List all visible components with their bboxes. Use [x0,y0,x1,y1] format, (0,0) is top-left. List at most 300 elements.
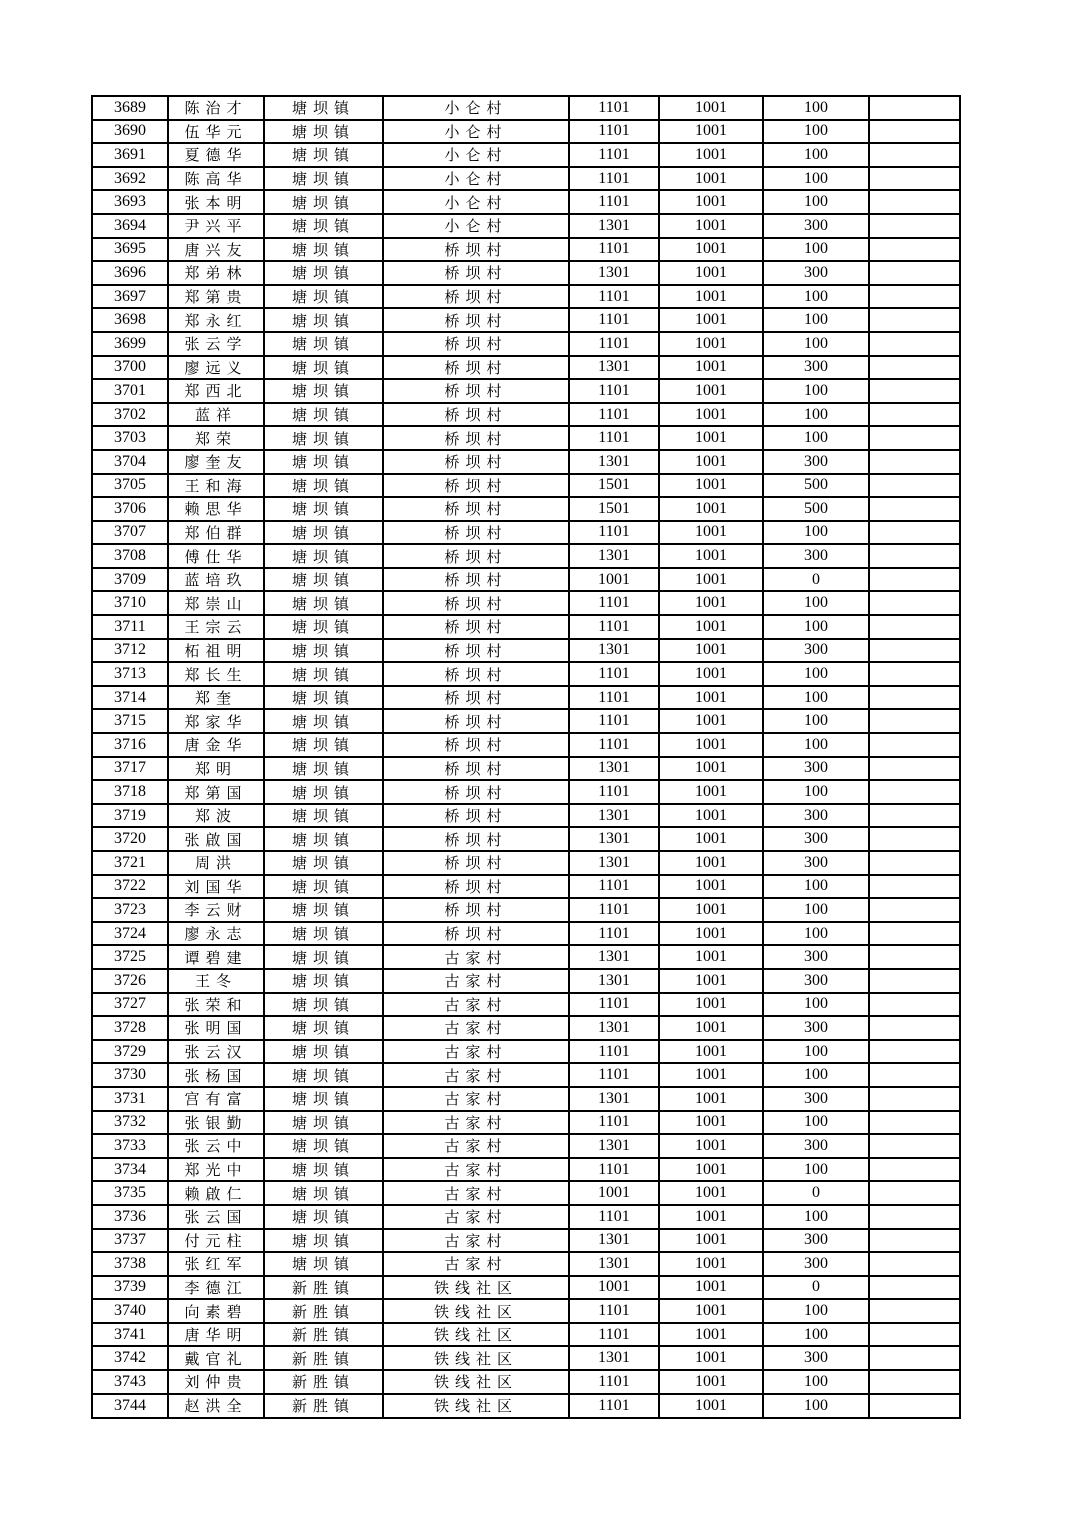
table-row [92,1323,960,1347]
cell-blank [869,1181,960,1205]
cell-amount-b: 1001 [659,591,763,615]
cell-township: 塘坝镇 [264,827,383,851]
cell-serial-number: 3695 [92,238,168,262]
cell-village: 铁线社区 [383,1276,569,1300]
cell-name: 张荣和 [168,993,264,1017]
cell-amount-b: 1001 [659,356,763,380]
cell-township: 塘坝镇 [264,96,383,120]
cell-township: 塘坝镇 [264,875,383,899]
cell-blank [869,1394,960,1418]
cell-name: 周洪 [168,851,264,875]
cell-village: 桥坝村 [383,591,569,615]
cell-serial-number: 3704 [92,450,168,474]
cell-name: 付元柱 [168,1229,264,1253]
cell-amount-c: 100 [763,521,869,545]
cell-amount-b: 1001 [659,143,763,167]
cell-village: 桥坝村 [383,544,569,568]
table-row [92,804,960,828]
cell-name: 张红军 [168,1252,264,1276]
cell-village: 小仑村 [383,167,569,191]
cell-blank [869,1252,960,1276]
cell-amount-a: 1001 [569,568,659,592]
cell-village: 桥坝村 [383,379,569,403]
cell-amount-b: 1001 [659,1394,763,1418]
cell-serial-number: 3739 [92,1276,168,1300]
cell-blank [869,1346,960,1370]
table-row [92,214,960,238]
cell-amount-b: 1001 [659,1276,763,1300]
cell-township: 塘坝镇 [264,639,383,663]
cell-serial-number: 3721 [92,851,168,875]
cell-serial-number: 3720 [92,827,168,851]
cell-amount-c: 300 [763,356,869,380]
cell-amount-c: 100 [763,875,869,899]
cell-name: 廖奎友 [168,450,264,474]
cell-village: 桥坝村 [383,686,569,710]
cell-name: 夏德华 [168,143,264,167]
table-row [92,780,960,804]
cell-blank [869,497,960,521]
cell-village: 桥坝村 [383,285,569,309]
cell-amount-b: 1001 [659,1181,763,1205]
cell-amount-b: 1001 [659,1252,763,1276]
cell-township: 塘坝镇 [264,356,383,380]
cell-serial-number: 3711 [92,615,168,639]
cell-amount-b: 1001 [659,662,763,686]
cell-amount-c: 300 [763,450,869,474]
cell-amount-a: 1301 [569,1134,659,1158]
cell-village: 铁线社区 [383,1370,569,1394]
cell-township: 塘坝镇 [264,120,383,144]
cell-amount-c: 100 [763,615,869,639]
cell-serial-number: 3744 [92,1394,168,1418]
cell-amount-c: 100 [763,1299,869,1323]
cell-village: 古家村 [383,945,569,969]
cell-amount-b: 1001 [659,709,763,733]
cell-amount-a: 1101 [569,403,659,427]
cell-amount-b: 1001 [659,521,763,545]
cell-amount-b: 1001 [659,261,763,285]
cell-amount-b: 1001 [659,780,763,804]
cell-village: 古家村 [383,1063,569,1087]
cell-blank [869,969,960,993]
cell-township: 塘坝镇 [264,167,383,191]
cell-village: 铁线社区 [383,1323,569,1347]
cell-blank [869,261,960,285]
cell-name: 伍华元 [168,120,264,144]
cell-name: 陈治才 [168,96,264,120]
cell-name: 王冬 [168,969,264,993]
cell-name: 郑弟林 [168,261,264,285]
cell-township: 塘坝镇 [264,898,383,922]
cell-village: 桥坝村 [383,308,569,332]
cell-amount-a: 1301 [569,827,659,851]
cell-amount-b: 1001 [659,1040,763,1064]
roster-table-body [92,96,960,1418]
cell-amount-c: 300 [763,757,869,781]
cell-name: 张银勤 [168,1111,264,1135]
cell-amount-c: 300 [763,804,869,828]
cell-township: 塘坝镇 [264,662,383,686]
cell-amount-a: 1101 [569,875,659,899]
cell-serial-number: 3689 [92,96,168,120]
cell-amount-b: 1001 [659,733,763,757]
roster-table [91,95,961,1419]
cell-village: 桥坝村 [383,757,569,781]
cell-amount-b: 1001 [659,1016,763,1040]
cell-amount-a: 1301 [569,851,659,875]
cell-township: 塘坝镇 [264,591,383,615]
cell-blank [869,308,960,332]
cell-blank [869,474,960,498]
cell-amount-b: 1001 [659,639,763,663]
cell-amount-c: 100 [763,143,869,167]
cell-name: 张明国 [168,1016,264,1040]
cell-amount-c: 100 [763,96,869,120]
table-row [92,757,960,781]
cell-amount-c: 500 [763,474,869,498]
cell-township: 新胜镇 [264,1276,383,1300]
cell-township: 塘坝镇 [264,568,383,592]
cell-blank [869,214,960,238]
cell-name: 赖啟仁 [168,1181,264,1205]
cell-village: 铁线社区 [383,1299,569,1323]
cell-amount-c: 100 [763,1063,869,1087]
cell-amount-c: 100 [763,332,869,356]
table-row [92,167,960,191]
cell-blank [869,1276,960,1300]
cell-township: 塘坝镇 [264,190,383,214]
cell-township: 塘坝镇 [264,474,383,498]
cell-amount-c: 100 [763,403,869,427]
cell-township: 新胜镇 [264,1394,383,1418]
cell-village: 小仑村 [383,96,569,120]
cell-amount-c: 500 [763,497,869,521]
table-row [92,686,960,710]
cell-amount-c: 300 [763,261,869,285]
cell-blank [869,1087,960,1111]
cell-amount-a: 1301 [569,261,659,285]
table-row [92,1111,960,1135]
cell-serial-number: 3694 [92,214,168,238]
cell-serial-number: 3740 [92,1299,168,1323]
table-row [92,96,960,120]
cell-amount-a: 1301 [569,757,659,781]
cell-name: 郑永红 [168,308,264,332]
cell-township: 塘坝镇 [264,261,383,285]
table-row [92,1346,960,1370]
cell-village: 桥坝村 [383,780,569,804]
table-row [92,285,960,309]
cell-blank [869,332,960,356]
table-row [92,1229,960,1253]
cell-amount-c: 100 [763,379,869,403]
cell-amount-a: 1301 [569,945,659,969]
cell-serial-number: 3734 [92,1158,168,1182]
cell-name: 蓝培玖 [168,568,264,592]
cell-serial-number: 3697 [92,285,168,309]
cell-amount-a: 1001 [569,1276,659,1300]
table-row [92,450,960,474]
cell-amount-a: 1501 [569,474,659,498]
cell-amount-a: 1101 [569,1323,659,1347]
cell-blank [869,922,960,946]
cell-blank [869,615,960,639]
cell-amount-c: 300 [763,214,869,238]
cell-blank [869,568,960,592]
cell-serial-number: 3736 [92,1205,168,1229]
table-row [92,993,960,1017]
cell-blank [869,875,960,899]
cell-name: 赵洪全 [168,1394,264,1418]
cell-township: 塘坝镇 [264,308,383,332]
cell-township: 塘坝镇 [264,450,383,474]
cell-blank [869,143,960,167]
cell-name: 郑崇山 [168,591,264,615]
cell-amount-a: 1101 [569,993,659,1017]
cell-amount-a: 1101 [569,521,659,545]
cell-serial-number: 3700 [92,356,168,380]
cell-amount-a: 1101 [569,167,659,191]
cell-amount-a: 1301 [569,1252,659,1276]
cell-township: 塘坝镇 [264,804,383,828]
cell-serial-number: 3709 [92,568,168,592]
cell-township: 塘坝镇 [264,143,383,167]
cell-name: 郑第国 [168,780,264,804]
cell-amount-b: 1001 [659,1205,763,1229]
cell-blank [869,898,960,922]
cell-amount-a: 1301 [569,1346,659,1370]
cell-amount-c: 100 [763,1394,869,1418]
cell-amount-a: 1101 [569,1063,659,1087]
cell-village: 桥坝村 [383,639,569,663]
cell-serial-number: 3724 [92,922,168,946]
cell-serial-number: 3743 [92,1370,168,1394]
cell-serial-number: 3723 [92,898,168,922]
cell-amount-a: 1301 [569,1229,659,1253]
cell-blank [869,190,960,214]
cell-name: 郑明 [168,757,264,781]
cell-name: 郑荣 [168,426,264,450]
cell-serial-number: 3714 [92,686,168,710]
cell-amount-c: 100 [763,1040,869,1064]
cell-amount-c: 100 [763,993,869,1017]
cell-serial-number: 3701 [92,379,168,403]
cell-village: 古家村 [383,1016,569,1040]
cell-amount-b: 1001 [659,686,763,710]
cell-village: 桥坝村 [383,497,569,521]
cell-amount-b: 1001 [659,1299,763,1323]
cell-name: 张云学 [168,332,264,356]
table-row [92,474,960,498]
cell-amount-c: 100 [763,1205,869,1229]
cell-blank [869,450,960,474]
cell-amount-c: 100 [763,238,869,262]
cell-blank [869,1111,960,1135]
cell-amount-a: 1101 [569,332,659,356]
cell-serial-number: 3741 [92,1323,168,1347]
cell-serial-number: 3713 [92,662,168,686]
table-row [92,1252,960,1276]
cell-amount-a: 1101 [569,379,659,403]
cell-village: 桥坝村 [383,332,569,356]
cell-amount-b: 1001 [659,851,763,875]
cell-serial-number: 3729 [92,1040,168,1064]
cell-amount-a: 1101 [569,1205,659,1229]
cell-serial-number: 3717 [92,757,168,781]
cell-amount-b: 1001 [659,1111,763,1135]
cell-name: 尹兴平 [168,214,264,238]
cell-amount-a: 1101 [569,922,659,946]
cell-township: 塘坝镇 [264,1134,383,1158]
cell-serial-number: 3731 [92,1087,168,1111]
cell-amount-c: 300 [763,639,869,663]
cell-blank [869,1040,960,1064]
cell-name: 柘祖明 [168,639,264,663]
cell-amount-a: 1101 [569,143,659,167]
cell-village: 桥坝村 [383,922,569,946]
cell-amount-b: 1001 [659,898,763,922]
cell-name: 郑波 [168,804,264,828]
cell-name: 廖永志 [168,922,264,946]
cell-blank [869,757,960,781]
cell-village: 古家村 [383,1087,569,1111]
cell-township: 塘坝镇 [264,1016,383,1040]
cell-amount-b: 1001 [659,1229,763,1253]
table-row [92,922,960,946]
table-row [92,1087,960,1111]
cell-village: 桥坝村 [383,450,569,474]
cell-amount-a: 1101 [569,733,659,757]
cell-township: 塘坝镇 [264,285,383,309]
cell-village: 古家村 [383,1205,569,1229]
cell-amount-c: 100 [763,898,869,922]
cell-blank [869,1063,960,1087]
cell-township: 塘坝镇 [264,1181,383,1205]
cell-amount-c: 100 [763,285,869,309]
cell-name: 张本明 [168,190,264,214]
cell-name: 刘国华 [168,875,264,899]
cell-amount-b: 1001 [659,1323,763,1347]
cell-blank [869,96,960,120]
cell-blank [869,851,960,875]
cell-township: 塘坝镇 [264,1229,383,1253]
cell-amount-c: 100 [763,426,869,450]
cell-amount-c: 300 [763,969,869,993]
cell-amount-b: 1001 [659,308,763,332]
cell-serial-number: 3703 [92,426,168,450]
cell-amount-b: 1001 [659,1063,763,1087]
table-row [92,662,960,686]
cell-name: 张杨国 [168,1063,264,1087]
cell-blank [869,662,960,686]
table-row [92,143,960,167]
table-row [92,639,960,663]
cell-name: 郑奎 [168,686,264,710]
cell-serial-number: 3715 [92,709,168,733]
cell-name: 李云财 [168,898,264,922]
cell-serial-number: 3742 [92,1346,168,1370]
table-row [92,426,960,450]
cell-amount-c: 100 [763,167,869,191]
cell-amount-c: 100 [763,190,869,214]
cell-amount-a: 1101 [569,780,659,804]
cell-name: 张啟国 [168,827,264,851]
cell-township: 塘坝镇 [264,1158,383,1182]
cell-amount-a: 1001 [569,1181,659,1205]
cell-township: 塘坝镇 [264,969,383,993]
cell-township: 塘坝镇 [264,1087,383,1111]
cell-name: 张云汉 [168,1040,264,1064]
cell-village: 桥坝村 [383,615,569,639]
cell-amount-c: 300 [763,1346,869,1370]
table-row [92,709,960,733]
cell-amount-c: 100 [763,922,869,946]
cell-amount-c: 100 [763,709,869,733]
cell-amount-c: 100 [763,662,869,686]
table-row [92,1016,960,1040]
cell-amount-c: 0 [763,1181,869,1205]
cell-name: 唐华明 [168,1323,264,1347]
cell-serial-number: 3706 [92,497,168,521]
cell-amount-b: 1001 [659,403,763,427]
cell-village: 小仑村 [383,190,569,214]
cell-village: 桥坝村 [383,261,569,285]
cell-serial-number: 3732 [92,1111,168,1135]
cell-amount-b: 1001 [659,757,763,781]
cell-blank [869,521,960,545]
cell-name: 向素碧 [168,1299,264,1323]
cell-serial-number: 3702 [92,403,168,427]
cell-amount-b: 1001 [659,615,763,639]
table-row [92,308,960,332]
cell-amount-a: 1101 [569,285,659,309]
cell-village: 桥坝村 [383,875,569,899]
cell-village: 小仑村 [383,214,569,238]
cell-village: 桥坝村 [383,356,569,380]
cell-serial-number: 3728 [92,1016,168,1040]
cell-serial-number: 3735 [92,1181,168,1205]
table-row [92,356,960,380]
table-row [92,969,960,993]
cell-amount-a: 1301 [569,969,659,993]
cell-township: 塘坝镇 [264,379,383,403]
cell-amount-b: 1001 [659,190,763,214]
cell-amount-c: 0 [763,568,869,592]
cell-amount-a: 1101 [569,615,659,639]
cell-name: 郑伯群 [168,521,264,545]
cell-amount-c: 300 [763,1016,869,1040]
cell-serial-number: 3707 [92,521,168,545]
cell-amount-c: 100 [763,733,869,757]
cell-blank [869,356,960,380]
cell-serial-number: 3730 [92,1063,168,1087]
cell-township: 塘坝镇 [264,709,383,733]
cell-township: 新胜镇 [264,1299,383,1323]
cell-village: 铁线社区 [383,1394,569,1418]
cell-blank [869,709,960,733]
cell-name: 唐金华 [168,733,264,757]
cell-name: 傅仕华 [168,544,264,568]
cell-amount-a: 1101 [569,308,659,332]
cell-amount-c: 300 [763,544,869,568]
cell-township: 新胜镇 [264,1323,383,1347]
table-row [92,1276,960,1300]
cell-serial-number: 3737 [92,1229,168,1253]
cell-township: 塘坝镇 [264,922,383,946]
cell-township: 塘坝镇 [264,521,383,545]
cell-amount-b: 1001 [659,827,763,851]
